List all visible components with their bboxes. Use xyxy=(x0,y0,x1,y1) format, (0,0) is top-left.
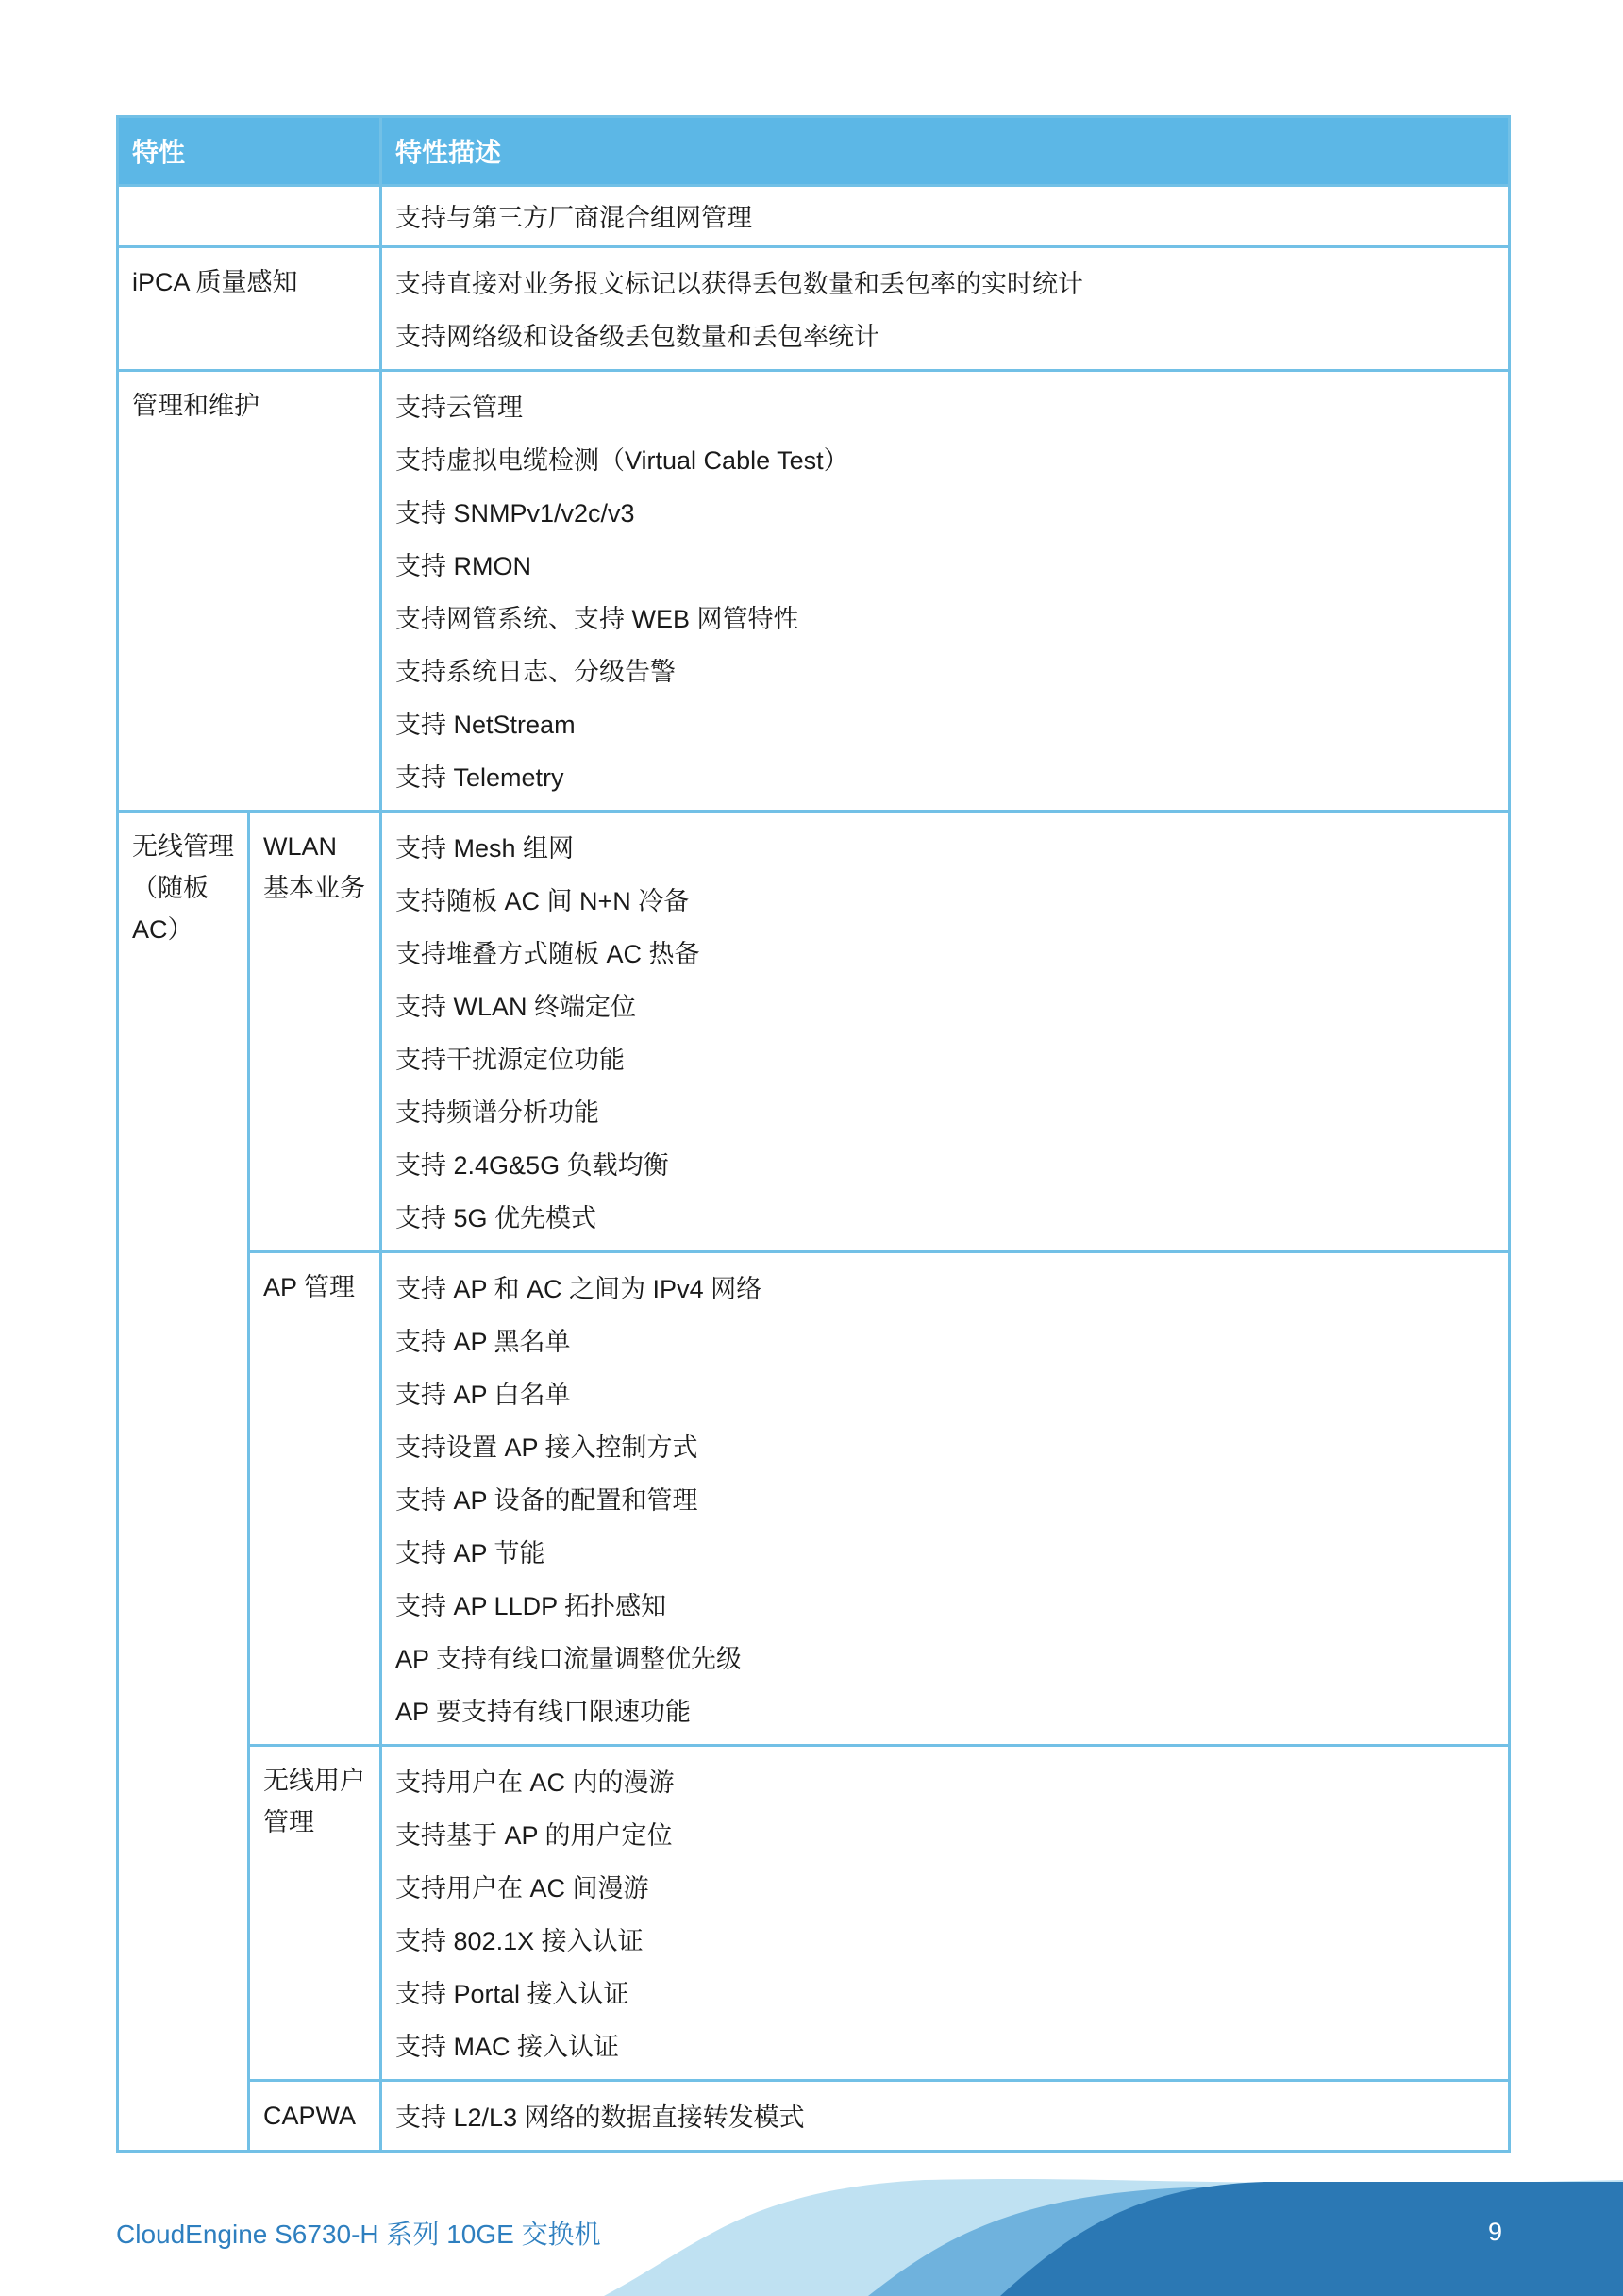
description-line: 支持与第三方厂商混合组网管理 xyxy=(395,204,753,232)
subfeature-user xyxy=(249,1746,381,2081)
subfeature-line: 管理 xyxy=(263,1808,314,1836)
description-line: 支持堆叠方式随板 AC 热备 xyxy=(395,940,700,968)
description-line: 支持 NetStream xyxy=(395,711,576,739)
subfeature-line: CAPWA xyxy=(263,2102,357,2130)
description-line: 支持用户在 AC 内的漫游 xyxy=(395,1768,675,1797)
feature-cell-empty xyxy=(118,186,381,247)
table-row-wlan xyxy=(118,812,1510,1252)
description-line: 支持网管系统、支持 WEB 网管特性 xyxy=(395,605,799,633)
description-line: 支持 Mesh 组网 xyxy=(395,834,575,863)
description-line: 支持 802.1X 接入认证 xyxy=(395,1927,644,1955)
feature-ipca: iPCA 质量感知 xyxy=(118,247,381,371)
subfeature-wlan xyxy=(249,812,381,1252)
description-line: 支持 Portal 接入认证 xyxy=(395,1980,629,2008)
table-row-continuation xyxy=(118,186,1510,247)
description-line: 支持干扰源定位功能 xyxy=(395,1046,626,1074)
description-line: 支持基于 AP 的用户定位 xyxy=(395,1821,673,1850)
description-line: 支持虚拟电缆检测（Virtual Cable Test） xyxy=(395,446,849,475)
subfeature-line: WLAN xyxy=(263,832,338,861)
table-row-ap xyxy=(118,1252,1510,1746)
table-row-capwap xyxy=(118,2081,1510,2152)
description-line: 支持 MAC 接入认证 xyxy=(395,2033,620,2061)
table-row-ipca xyxy=(118,247,1510,371)
description-line: 支持 Telemetry xyxy=(395,763,564,792)
header-description: 特性描述 xyxy=(381,117,1510,186)
table-header-row xyxy=(118,117,1510,186)
description-line: 支持 RMON xyxy=(395,552,532,580)
description-line: 支持 AP 黑名单 xyxy=(395,1328,571,1356)
description-line: 支持 AP 节能 xyxy=(395,1539,545,1567)
feature-wireless xyxy=(118,812,249,2152)
subfeature-line: 基本业务 xyxy=(263,874,365,902)
description-cell xyxy=(381,2081,1510,2152)
description-line: AP 支持有线口流量调整优先级 xyxy=(395,1645,743,1673)
feature-wireless-line: （随板 xyxy=(132,874,209,902)
description-line: 支持 AP 白名单 xyxy=(395,1381,571,1409)
description-cell xyxy=(381,186,1510,247)
subfeature-capwap xyxy=(249,2081,381,2152)
description-line: 支持云管理 xyxy=(395,394,524,422)
subfeature-line: AP 管理 xyxy=(263,1273,356,1301)
description-cell xyxy=(381,1252,1510,1746)
description-line: 支持用户在 AC 间漫游 xyxy=(395,1874,649,1902)
table-row-management xyxy=(118,371,1510,812)
description-line: 支持设置 AP 接入控制方式 xyxy=(395,1433,698,1462)
header-feature: 特性 xyxy=(118,117,381,186)
table-row-user xyxy=(118,1746,1510,2081)
description-line: 支持 2.4G&5G 负载均衡 xyxy=(395,1151,669,1180)
description-line: 支持网络级和设备级丢包数量和丢包率统计 xyxy=(395,323,880,351)
feature-table xyxy=(116,115,1511,2153)
description-line: 支持直接对业务报文标记以获得丢包数量和丢包率的实时统计 xyxy=(395,270,1084,298)
description-line: 支持 AP 和 AC 之间为 IPv4 网络 xyxy=(395,1275,762,1303)
description-line: 支持 AP 设备的配置和管理 xyxy=(395,1486,698,1515)
description-line: 支持 SNMPv1/v2c/v3 xyxy=(395,499,635,528)
description-line: 支持 5G 优先模式 xyxy=(395,1204,597,1232)
description-line: 支持 L2/L3 网络的数据直接转发模式 xyxy=(395,2103,805,2132)
footer-title: CloudEngine S6730-H 系列 10GE 交换机 xyxy=(116,2220,601,2249)
description-cell xyxy=(381,812,1510,1252)
description-line: 支持 AP LLDP 拓扑感知 xyxy=(395,1592,667,1620)
description-line: 支持随板 AC 间 N+N 冷备 xyxy=(395,887,690,915)
feature-management: 管理和维护 xyxy=(118,371,381,812)
description-cell xyxy=(381,371,1510,812)
description-line: 支持 WLAN 终端定位 xyxy=(395,993,637,1021)
feature-wireless-line: 无线管理 xyxy=(132,832,234,861)
description-cell xyxy=(381,1746,1510,2081)
subfeature-line: 无线用户 xyxy=(263,1767,365,1795)
description-line: AP 要支持有线口限速功能 xyxy=(395,1698,692,1726)
description-cell xyxy=(381,247,1510,371)
description-line: 支持系统日志、分级告警 xyxy=(395,658,677,686)
subfeature-ap xyxy=(249,1252,381,1746)
description-line: 支持频谱分析功能 xyxy=(395,1098,600,1127)
feature-wireless-line: AC） xyxy=(132,915,193,944)
page-number: 9 xyxy=(1488,2218,1503,2246)
